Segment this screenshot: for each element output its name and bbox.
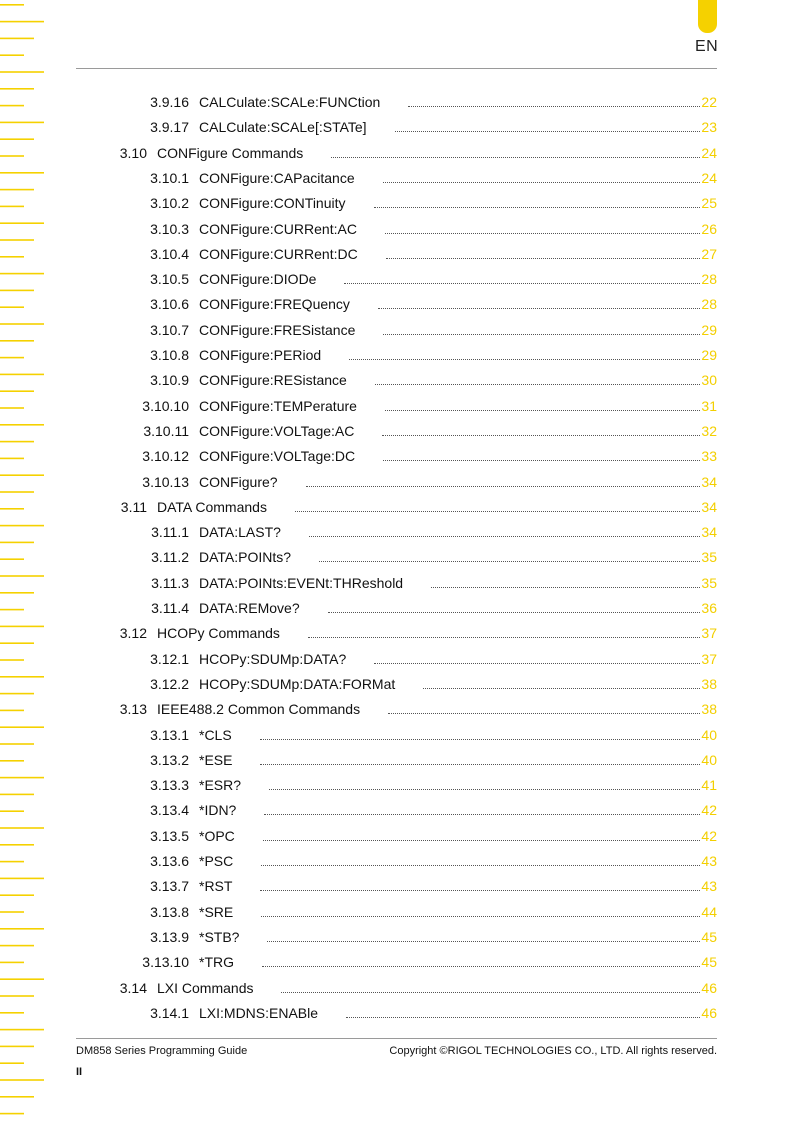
toc-entry-title: *STB?: [199, 928, 240, 945]
toc-entry-number: 3.10.3: [150, 220, 189, 237]
toc-entry-title: *RST: [199, 878, 233, 895]
toc-dot-leader: [382, 423, 700, 436]
toc-dot-leader: [309, 524, 700, 537]
edge-stripe: [0, 1113, 24, 1115]
toc-entry-page: 43: [701, 853, 717, 869]
toc-entry-title: CONFigure?: [199, 473, 278, 490]
toc-entry[interactable]: [110, 952, 717, 972]
toc-entry-number: 3.10.10: [142, 397, 189, 414]
toc-entry-page: 45: [701, 954, 717, 971]
toc-entry-title: *ESR?: [199, 777, 242, 794]
toc-entry-title: *SRE: [199, 903, 234, 920]
toc-entry-title: CALCulate:SCALe[:STATe]: [199, 119, 367, 136]
toc-entry-title: *PSC: [199, 853, 234, 869]
toc-entry-number: 3.9.17: [150, 119, 189, 136]
toc-entry-number: 3.14.1: [150, 1004, 189, 1021]
toc-entry[interactable]: [110, 193, 717, 213]
toc-entry[interactable]: [110, 370, 717, 390]
toc-entry[interactable]: [110, 573, 717, 593]
toc-entry-title: HCOPy:SDUMp:DATA?: [199, 650, 347, 667]
toc-entry[interactable]: [110, 775, 717, 795]
toc-entry[interactable]: [110, 294, 717, 314]
toc-entry-title: DATA:POINts:EVENt:THReshold: [199, 574, 404, 591]
toc-entry-page: 42: [701, 827, 717, 844]
edge-stripe: [0, 1096, 34, 1098]
toc-dot-leader: [260, 878, 700, 891]
toc-entry-title: DATA Commands: [157, 498, 267, 515]
toc-entry-page: 27: [701, 245, 717, 262]
toc-entry[interactable]: [110, 345, 717, 365]
toc-entry-page: 42: [701, 802, 717, 819]
toc-entry-page: 43: [701, 878, 717, 895]
toc-entry-number: 3.12: [119, 625, 147, 642]
toc-entry-page: 23: [701, 119, 717, 136]
toc-entry-number: 3.13.9: [150, 928, 189, 945]
edge-stripe: [0, 1046, 34, 1048]
toc-entry-number: 3.13.4: [150, 802, 189, 819]
toc-entry[interactable]: [110, 472, 717, 492]
toc-entry[interactable]: [110, 446, 717, 466]
toc-dot-leader: [385, 398, 700, 411]
toc-dot-leader: [349, 347, 700, 360]
toc-entry-title: LXI:MDNS:ENABle: [199, 1004, 319, 1021]
toc-entry-page: 38: [701, 675, 717, 692]
toc-entry-title: DATA:LAST?: [199, 524, 281, 541]
toc-entry[interactable]: [110, 269, 717, 289]
toc-entry-page: 45: [701, 928, 717, 945]
toc-dot-leader: [262, 954, 700, 967]
toc-entry-page: 46: [701, 979, 717, 996]
toc-dot-leader: [267, 929, 700, 942]
page-number: II: [76, 1066, 83, 1078]
toc-entry-page: 28: [701, 271, 717, 288]
toc-dot-leader: [385, 221, 700, 234]
toc-entry-page: 35: [701, 549, 717, 566]
toc-dot-leader: [306, 474, 701, 487]
toc-entry[interactable]: [110, 725, 717, 745]
toc-entry-number: 3.9.16: [150, 94, 189, 110]
toc-entry-number: 3.12.2: [150, 675, 189, 692]
toc-entry-title: *TRG: [199, 954, 234, 971]
toc-entry[interactable]: [110, 851, 717, 871]
toc-dot-leader: [375, 372, 701, 385]
toc-entry-page: 46: [701, 1004, 717, 1021]
toc-entry-number: 3.10.2: [150, 195, 189, 212]
toc-entry[interactable]: [110, 497, 717, 517]
toc-entry-page: 44: [701, 903, 717, 920]
toc-entry[interactable]: [110, 598, 717, 618]
toc-entry-number: 3.11: [120, 498, 147, 515]
toc-dot-leader: [344, 271, 700, 284]
toc-entry[interactable]: [110, 547, 717, 567]
toc-entry-number: 3.10.13: [142, 473, 189, 490]
toc-dot-leader: [374, 651, 700, 664]
toc-entry-title: CONFigure:CONTinuity: [199, 195, 346, 212]
toc-entry[interactable]: [110, 876, 717, 896]
footer-document-title: DM858 Series Programming Guide: [76, 1045, 248, 1057]
toc-dot-leader: [261, 853, 700, 866]
toc-entry-page: 31: [701, 397, 717, 414]
toc-entry-number: 3.14: [119, 979, 147, 996]
toc-entry-page: 40: [701, 726, 717, 743]
toc-dot-leader: [386, 246, 701, 259]
toc-entry-page: 37: [701, 625, 717, 642]
toc-entry-number: 3.10.6: [150, 296, 189, 313]
toc-entry[interactable]: [110, 396, 717, 416]
toc-entry[interactable]: [110, 902, 717, 922]
toc-entry-number: 3.10.12: [142, 448, 189, 465]
toc-entry-number: 3.13.1: [150, 726, 189, 743]
toc-entry-page: 24: [701, 169, 717, 186]
toc-entry-title: CONFigure:PERiod: [199, 347, 322, 363]
toc-dot-leader: [269, 777, 700, 790]
toc-entry-page: 30: [701, 372, 717, 389]
toc-entry-number: 3.13: [119, 701, 147, 718]
toc-dot-leader: [423, 676, 700, 689]
toc-entry-page: 34: [701, 524, 717, 541]
toc-entry[interactable]: [110, 826, 717, 846]
toc-entry-title: LXI Commands: [157, 979, 254, 996]
toc-entry-number: 3.11.4: [151, 600, 189, 616]
toc-entry-number: 3.10.8: [150, 347, 189, 363]
toc-entry-number: 3.10.7: [150, 321, 189, 338]
toc-dot-leader: [260, 752, 700, 765]
edge-stripe: [0, 1062, 24, 1064]
toc-entry-title: CONFigure:FREQuency: [199, 296, 350, 313]
toc-entry-title: DATA:POINts?: [199, 549, 292, 566]
toc-entry-number: 3.13.3: [150, 777, 189, 794]
toc-entry[interactable]: [110, 522, 717, 542]
toc-entry-page: 33: [701, 448, 717, 465]
toc-entry-title: *CLS: [199, 726, 232, 743]
toc-entry-page: 34: [701, 473, 717, 490]
toc-entry-number: 3.13.6: [150, 853, 189, 869]
toc-entry[interactable]: [110, 978, 717, 998]
toc-entry-title: CONFigure Commands: [157, 144, 304, 161]
toc-dot-leader: [383, 322, 700, 335]
toc-entry-title: CONFigure:VOLTage:AC: [199, 422, 355, 439]
toc-entry-number: 3.10.4: [150, 245, 189, 262]
toc-dot-leader: [431, 575, 700, 588]
toc-dot-leader: [263, 828, 701, 841]
toc-entry-title: CONFigure:DIODe: [199, 271, 317, 288]
toc-entry-page: 26: [701, 220, 717, 237]
toc-entry-page: 40: [701, 751, 717, 768]
toc-entry[interactable]: [110, 699, 717, 719]
toc-dot-leader: [383, 170, 701, 183]
toc-entry-title: *IDN?: [199, 802, 237, 819]
toc-dot-leader: [388, 701, 700, 714]
toc-entry-number: 3.12.1: [150, 650, 189, 667]
toc-entry-page: 29: [701, 347, 717, 363]
toc-entry[interactable]: [110, 800, 717, 820]
toc-dot-leader: [261, 904, 700, 917]
toc-entry[interactable]: [110, 219, 717, 239]
footer-copyright: Copyright ©RIGOL TECHNOLOGIES CO., LTD. All rights reserved.: [389, 1045, 717, 1057]
toc-entry-title: CONFigure:FRESistance: [199, 321, 356, 338]
toc-entry[interactable]: [110, 649, 717, 669]
toc-dot-leader: [308, 625, 701, 638]
toc-entry[interactable]: [110, 927, 717, 947]
toc-entry[interactable]: [110, 320, 717, 340]
toc-entry-page: 41: [701, 777, 717, 794]
toc-entry-number: 3.13.2: [150, 751, 189, 768]
toc-entry[interactable]: [110, 117, 717, 137]
toc-entry-page: 36: [701, 600, 717, 616]
toc-entry-number: 3.10.11: [143, 422, 189, 439]
toc-entry[interactable]: [110, 421, 717, 441]
toc-entry-title: CONFigure:RESistance: [199, 372, 347, 389]
toc-entry-page: 25: [701, 195, 717, 212]
toc-entry-number: 3.13.10: [142, 954, 189, 971]
toc-entry[interactable]: [110, 623, 717, 643]
toc-entry-number: 3.11.2: [151, 549, 189, 566]
toc-dot-leader: [346, 1005, 700, 1018]
toc-entry-title: *ESE: [199, 751, 233, 768]
toc-entry-title: *OPC: [199, 827, 235, 844]
toc-entry-title: CONFigure:VOLTage:DC: [199, 448, 356, 465]
toc-entry-title: DATA:REMove?: [199, 600, 300, 616]
toc-entry-title: CONFigure:CURRent:AC: [199, 220, 357, 237]
toc-entry[interactable]: [110, 92, 717, 112]
toc-entry[interactable]: [110, 143, 717, 163]
toc-entry-number: 3.11.1: [151, 524, 189, 541]
toc-entry-page: 34: [701, 498, 717, 515]
toc-entry-number: 3.10.5: [150, 271, 189, 288]
toc-entry-title: HCOPy:SDUMp:DATA:FORMat: [199, 675, 396, 692]
toc-entry-title: IEEE488.2 Common Commands: [157, 701, 361, 718]
toc-entry-number: 3.13.5: [150, 827, 189, 844]
footer-rule: [76, 1038, 717, 1039]
toc-entry-page: 29: [701, 321, 717, 338]
toc-entry-page: 37: [701, 650, 717, 667]
toc-entry-page: 24: [701, 144, 717, 161]
toc-dot-leader: [281, 980, 700, 993]
edge-stripe: [0, 1079, 44, 1081]
language-code: EN: [695, 38, 719, 55]
toc-entry-page: 28: [701, 296, 717, 313]
toc-dot-leader: [328, 600, 701, 613]
toc-entry[interactable]: [110, 244, 717, 264]
toc-dot-leader: [395, 119, 701, 132]
toc-entry-page: 38: [701, 701, 717, 718]
toc-entry-title: CALCulate:SCALe:FUNCtion: [199, 94, 381, 110]
toc-entry-page: 35: [701, 574, 717, 591]
toc-entry-page: 32: [701, 422, 717, 439]
toc-dot-leader: [374, 195, 701, 208]
toc-entry[interactable]: [110, 1003, 717, 1023]
toc-entry-number: 3.13.7: [150, 878, 189, 895]
toc-dot-leader: [319, 549, 700, 562]
toc-entry-page: 22: [701, 94, 717, 110]
toc-dot-leader: [264, 802, 700, 815]
toc-entry-title: CONFigure:CAPacitance: [199, 169, 355, 186]
toc-entry[interactable]: [110, 750, 717, 770]
toc-entry-number: 3.11.3: [151, 574, 189, 591]
toc-entry-number: 3.10: [119, 144, 147, 161]
toc-entry[interactable]: [110, 168, 717, 188]
toc-entry-title: CONFigure:TEMPerature: [199, 397, 357, 414]
toc-entry-number: 3.13.8: [150, 903, 189, 920]
toc-entry-title: CONFigure:CURRent:DC: [199, 245, 358, 262]
toc-dot-leader: [408, 94, 700, 107]
toc-entry-number: 3.10.1: [150, 169, 189, 186]
toc-entry-number: 3.10.9: [150, 372, 189, 389]
toc-dot-leader: [260, 727, 701, 740]
toc-dot-leader: [383, 448, 700, 461]
toc-dot-leader: [295, 499, 700, 512]
toc-dot-leader: [331, 145, 700, 158]
toc-dot-leader: [378, 296, 700, 309]
toc-entry[interactable]: [110, 674, 717, 694]
toc-entry-title: HCOPy Commands: [157, 625, 280, 642]
